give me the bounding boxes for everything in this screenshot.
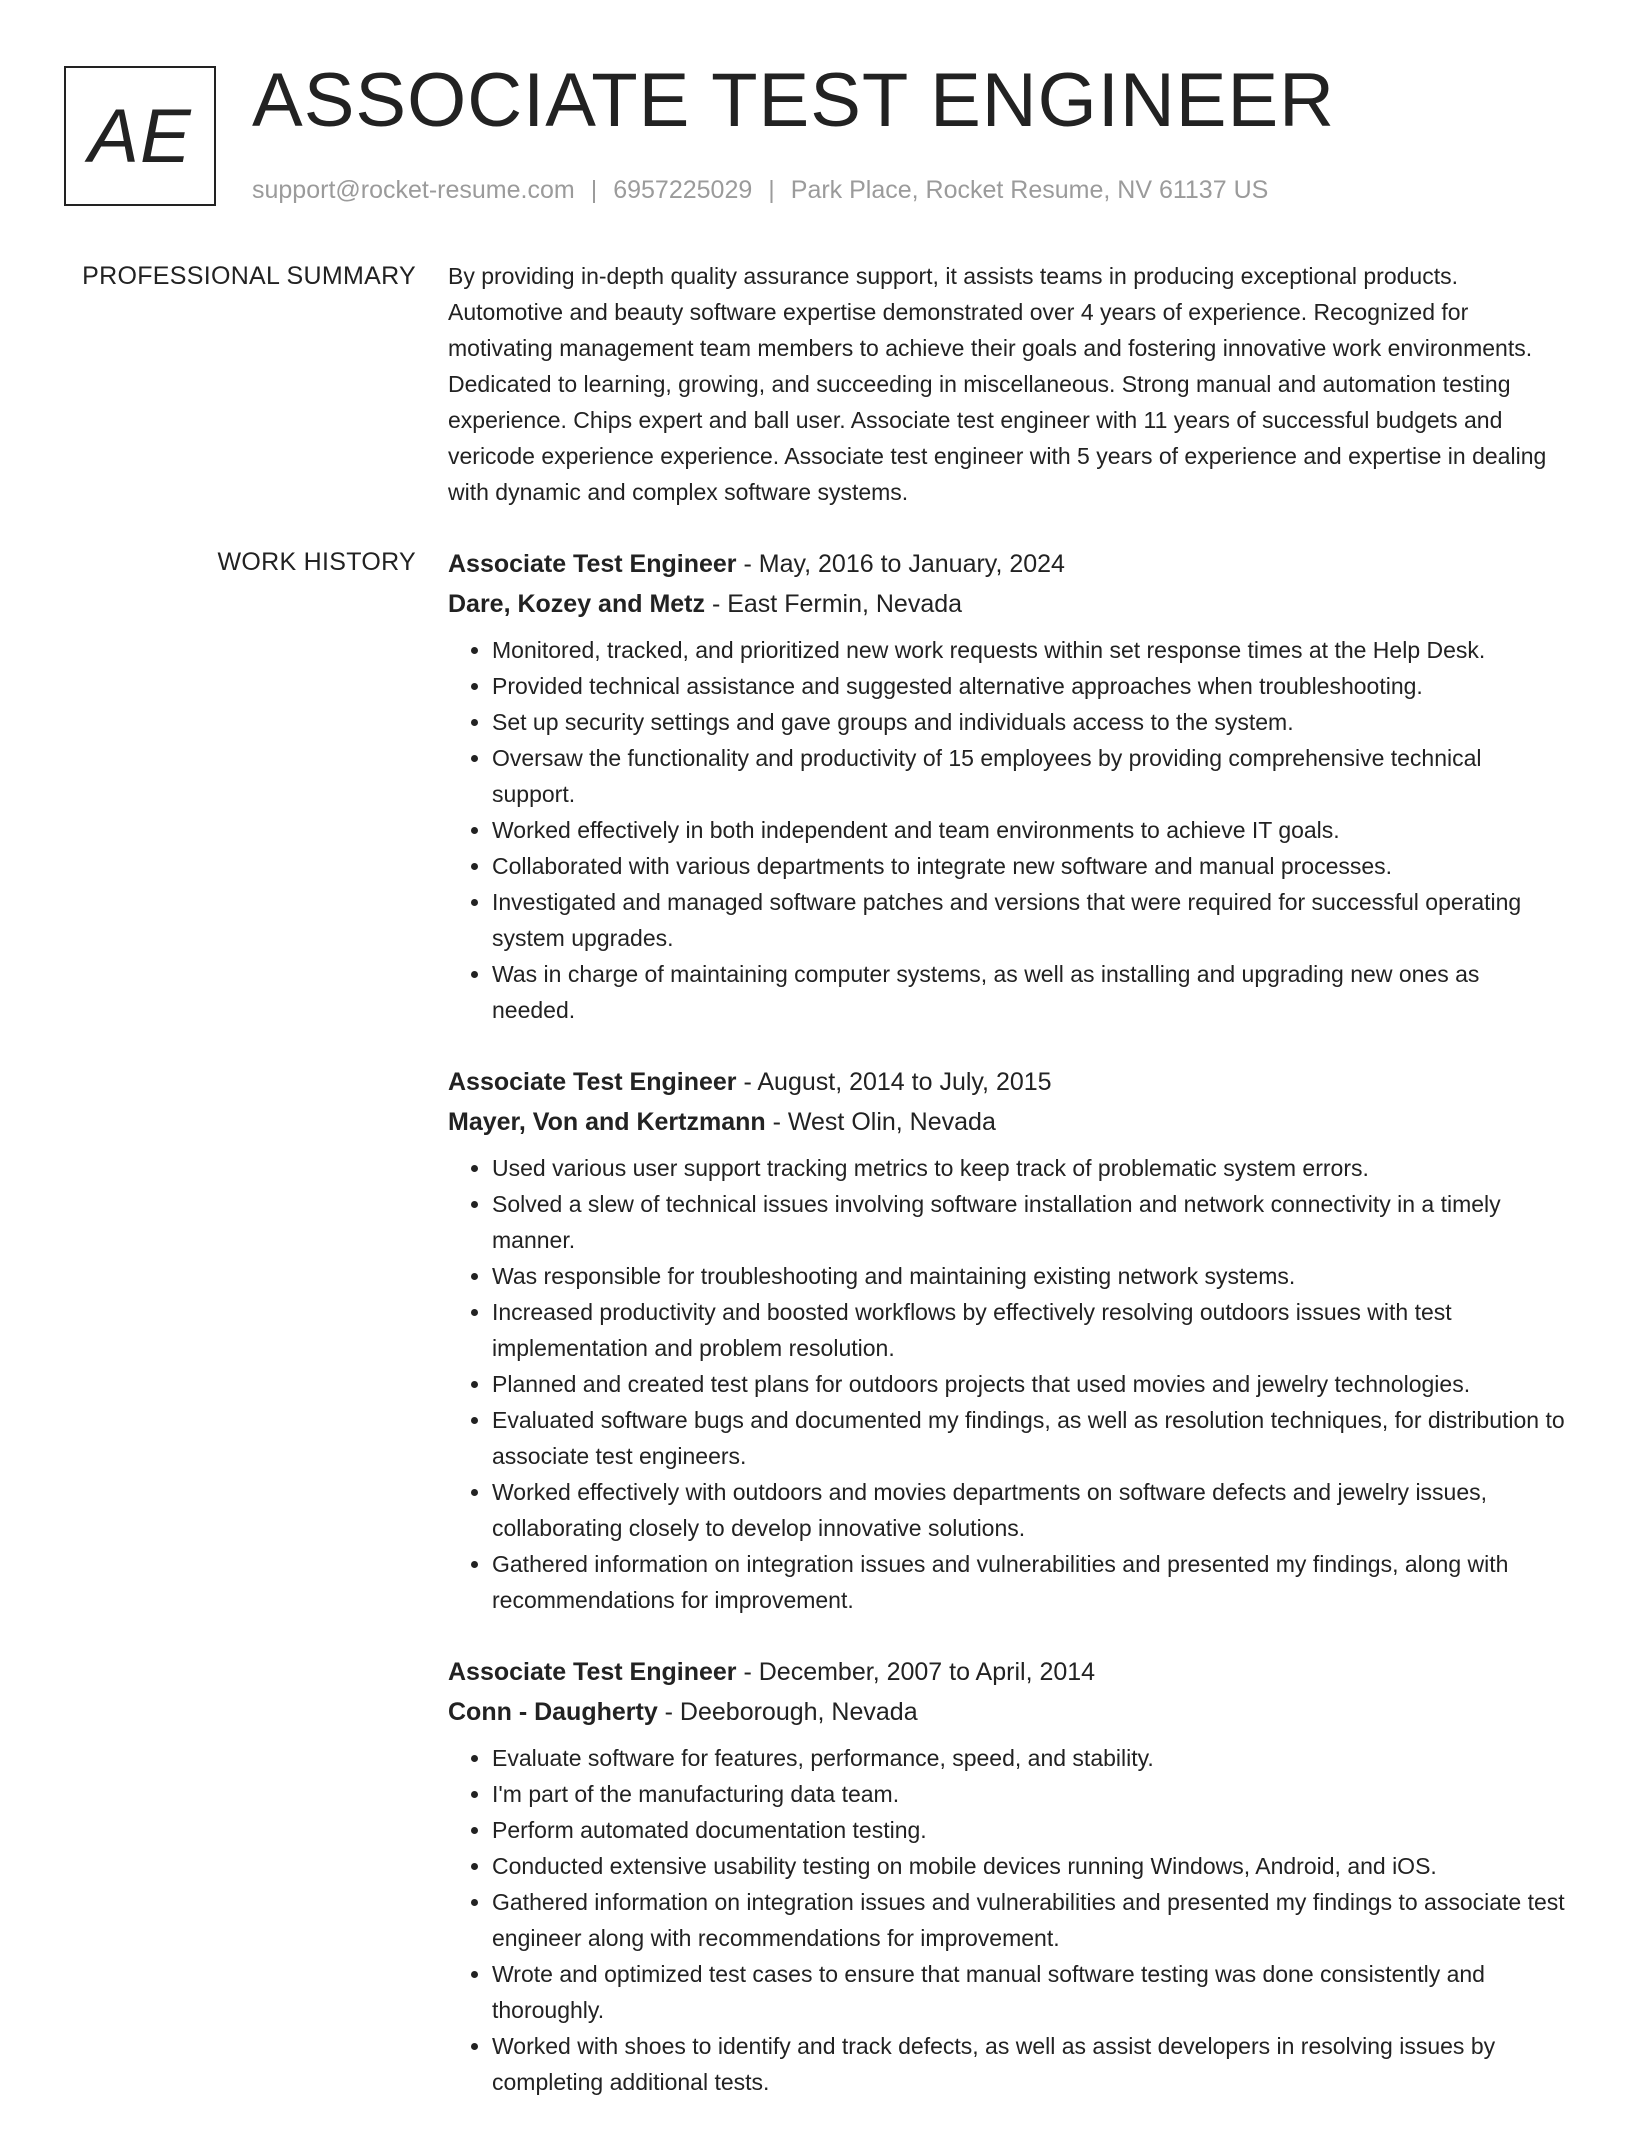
job-title-line (448, 1652, 1568, 1692)
resume-name-title: ASSOCIATE TEST ENGINEER (252, 58, 1336, 143)
job-bullet: • Increased productivity and boosted workflows by effectively resolving outdoors issues with test implementation and problem resolution. (492, 1294, 1568, 1366)
work-history-list (448, 544, 1568, 2134)
contact-separator: | (590, 176, 598, 204)
job-bullet: • Was responsible for troubleshooting and maintaining existing network systems. (492, 1258, 1568, 1294)
job-bullet-list (448, 1740, 1568, 2100)
contact-address: Park Place, Rocket Resume, NV 61137 US (790, 176, 1269, 204)
job-bullet: • Worked effectively in both independent and team environments to achieve IT goals. (492, 812, 1568, 848)
monogram-box (64, 66, 216, 206)
job-title: Associate Test Engineer (448, 1068, 737, 1096)
job-bullet: • Evaluate software for features, performance, speed, and stability. (492, 1740, 1568, 1776)
job-company: Conn - Daugherty (448, 1698, 658, 1726)
job-location: - East Fermin, Nevada (705, 590, 963, 618)
job-company: Dare, Kozey and Metz (448, 590, 706, 618)
job-bullet-list (448, 1150, 1568, 1618)
job-dates: - May, 2016 to January, 2024 (736, 550, 1065, 578)
job-bullet: • Planned and created test plans for outdoors projects that used movies and jewelry technologies. (492, 1366, 1568, 1402)
job-bullet: • Wrote and optimized test cases to ensure that manual software testing was done consistently and thoroughly. (492, 1956, 1568, 2028)
job-company-line (448, 1102, 1568, 1142)
job-bullet: • Was in charge of maintaining computer systems, as well as installing and upgrading new ones as needed. (492, 956, 1568, 1028)
job-company: Mayer, Von and Kertzmann (448, 1108, 766, 1136)
job-bullet: • Investigated and managed software patches and versions that were required for successful operating system upgrades. (492, 884, 1568, 956)
job-bullet: • Perform automated documentation testing. (492, 1812, 1568, 1848)
contact-line (252, 172, 1268, 208)
job-bullet: • Provided technical assistance and suggested alternative approaches when troubleshooting. (492, 668, 1568, 704)
job-dates: - August, 2014 to July, 2015 (736, 1068, 1052, 1096)
job-bullet: • Used various user support tracking metrics to keep track of problematic system errors. (492, 1150, 1568, 1186)
job-company-line (448, 584, 1568, 624)
job-bullet: • Evaluated software bugs and documented my findings, as well as resolution techniques, for distribution to associate test engineers. (492, 1402, 1568, 1474)
contact-separator: | (768, 176, 775, 204)
job-title: Associate Test Engineer (448, 550, 737, 578)
job-bullet: • Set up security settings and gave groups and individuals access to the system. (492, 704, 1568, 740)
job-bullet: • Conducted extensive usability testing on mobile devices running Windows, Android, and iOS. (492, 1848, 1568, 1884)
job-bullet: • Gathered information on integration issues and vulnerabilities and presented my findings to associate test engineer along with recommendations for improvement. (492, 1884, 1568, 1956)
job-entry (448, 544, 1568, 1028)
job-bullet: • Solved a slew of technical issues involving software installation and network connectivity in a timely manner. (492, 1186, 1568, 1258)
job-bullet: • Monitored, tracked, and prioritized new work requests within set response times at the Help Desk. (492, 632, 1568, 668)
job-title-line (448, 544, 1568, 584)
summary-label: PROFESSIONAL SUMMARY (82, 262, 416, 290)
job-bullet: • Collaborated with various departments to integrate new software and manual processes. (492, 848, 1568, 884)
contact-email: support@rocket-resume.com (252, 176, 575, 204)
job-company-line (448, 1692, 1568, 1732)
job-bullet: • I'm part of the manufacturing data team. (492, 1776, 1568, 1812)
job-bullet: • Oversaw the functionality and productivity of 15 employees by providing comprehensive technical support. (492, 740, 1568, 812)
monogram-initials: AE (88, 93, 192, 179)
job-entry (448, 1652, 1568, 2100)
job-bullet: • Worked effectively with outdoors and movies departments on software defects and jewelry issues, collaborating closely to develop innovative solutions. (492, 1474, 1568, 1546)
summary-text: By providing in-depth quality assurance support, it assists teams in producing exceptional products. Automotive and beauty software expertise demonstrated over 4 years of experience. Recognized for motivating management team members to achieve their goals and fostering innovative work environments. Dedicated to learning, growing, and succeeding in miscellaneous. Strong manual and automation testing experience. Chips expert and ball user. Associate test engineer with 11 years of successful budgets and vericode experience experience. Associate test engineer with 5 years of experience and expertise in dealing with dynamic and complex software systems. (448, 263, 1547, 505)
job-bullet: • Worked with shoes to identify and track defects, as well as assist developers in resolving issues by completing additional tests. (492, 2028, 1568, 2100)
job-title: Associate Test Engineer (448, 1658, 737, 1686)
job-location: - West Olin, Nevada (765, 1108, 996, 1136)
contact-phone: 6957225029 (613, 176, 753, 204)
job-title-line (448, 1062, 1568, 1102)
job-bullet: • Gathered information on integration issues and vulnerabilities and presented my findings, along with recommendations for improvement. (492, 1546, 1568, 1618)
job-dates: - December, 2007 to April, 2014 (736, 1658, 1096, 1686)
job-entry (448, 1062, 1568, 1618)
job-location: - Deeborough, Nevada (657, 1698, 918, 1726)
work-history-label: WORK HISTORY (217, 548, 416, 576)
job-bullet-list (448, 632, 1568, 1028)
